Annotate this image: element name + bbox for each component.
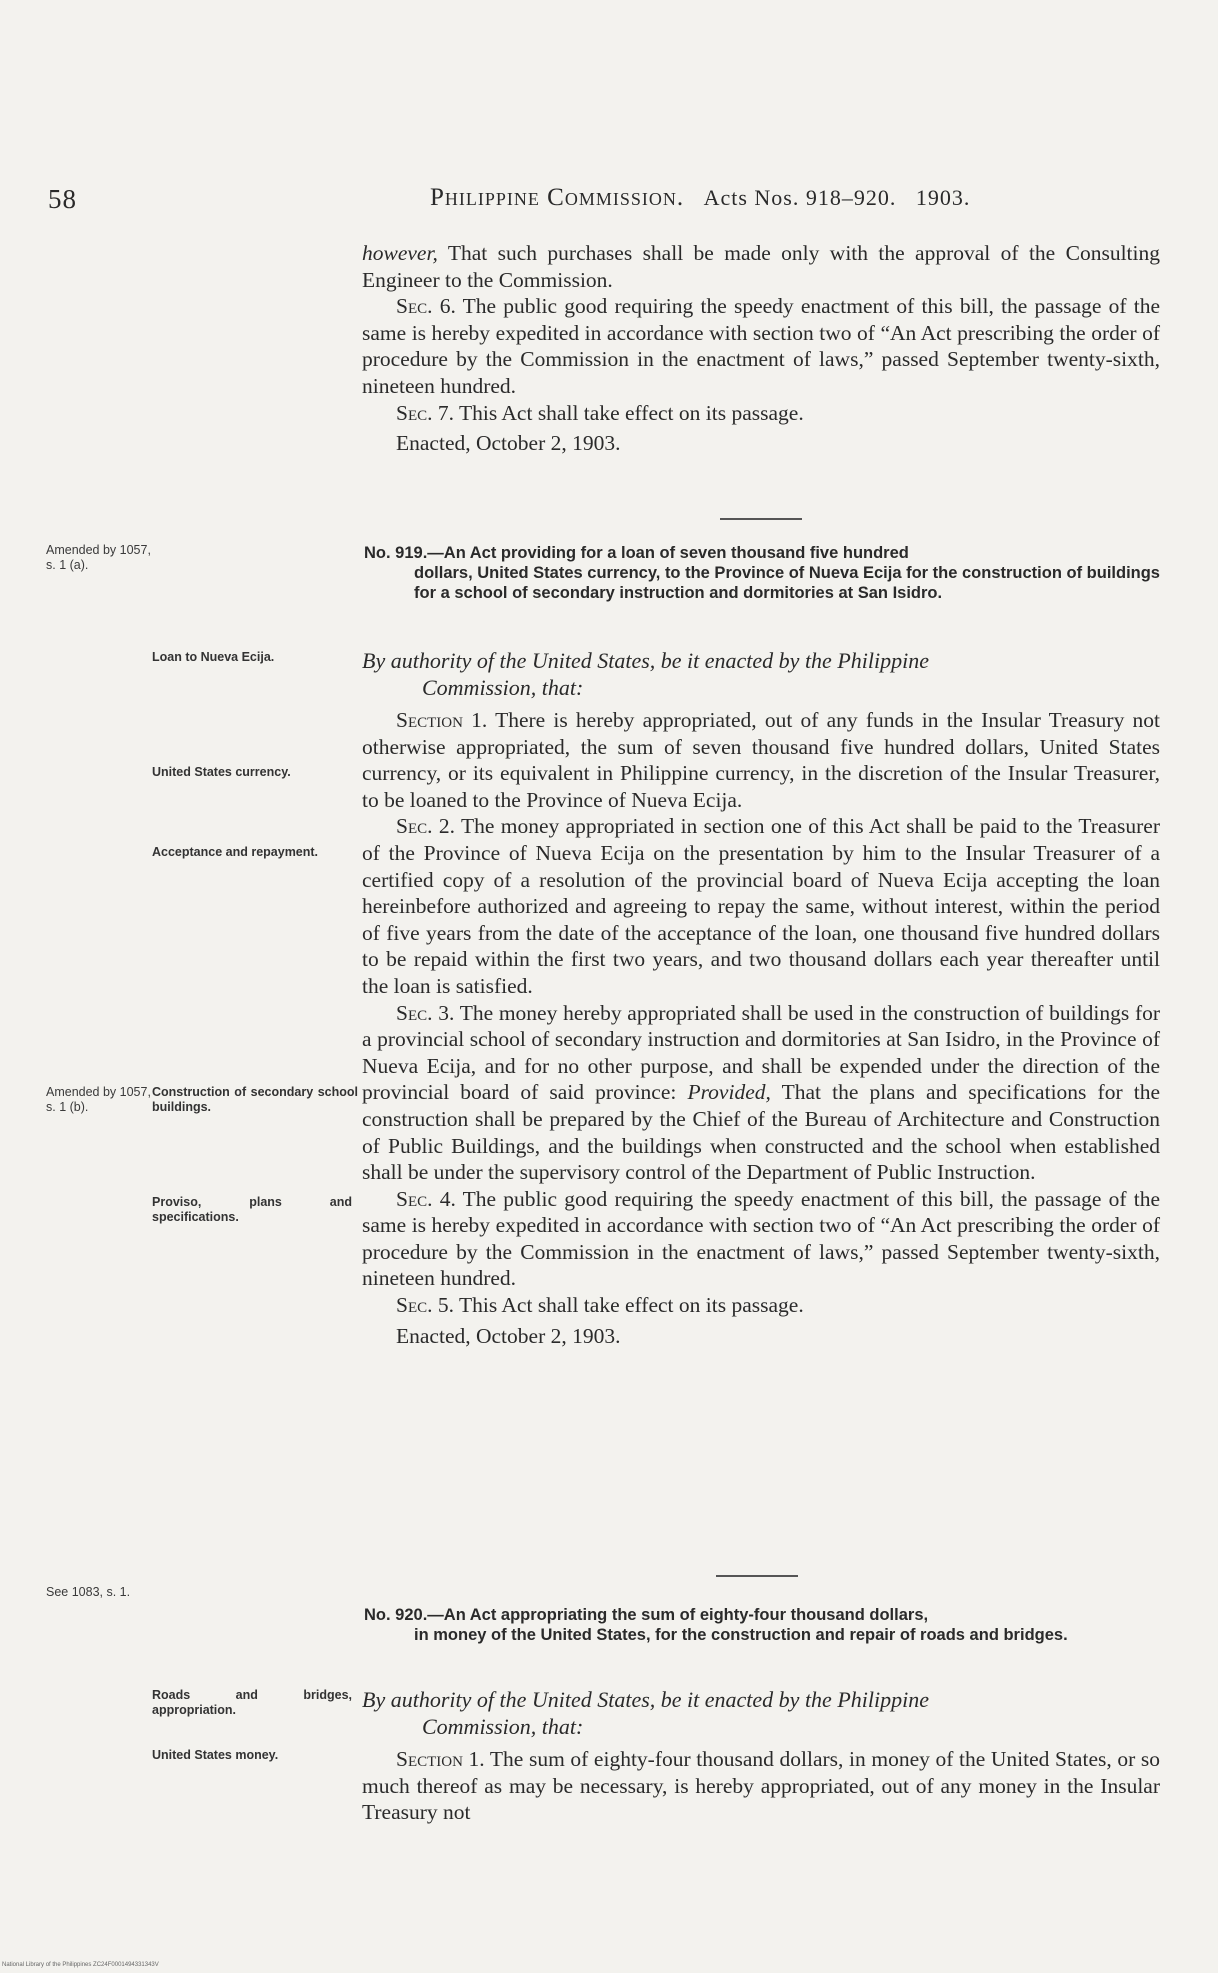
act-919-section-3: Sec. 3. The money hereby appropriated shall be used in the construction of buildings for a provincial school of secondary instruction and dormitories at San Isidro, in the Province of Nueva Ecija, and for no other purpose, and shall be expended under the direction of the provincial board of said province: Provided, That the plans and specifications for the construction shall be prepared by the Chief of the Bureau of Architecture and Construction of Public Buildings, and the buildings when constructed and the school when established shall be under the supervisory control of the Department of Public Instruction. — [362, 1000, 1161, 1185]
margin-note-construction: Construction of secondary school buildings. — [152, 1085, 358, 1114]
section-divider — [716, 1575, 798, 1577]
margin-note-proviso: Proviso, plans and specifications. — [152, 1195, 352, 1224]
act-919-body — [362, 707, 1160, 1349]
running-year: 1903. — [915, 185, 971, 210]
margin-note-roads: Roads and bridges, appropriation. — [152, 1688, 352, 1717]
margin-note-currency: United States currency. — [152, 765, 291, 779]
running-head — [430, 184, 1090, 212]
act-919-enacting-clause: By authority of the United States, be it enacted by the Philippine Commission, that: — [362, 648, 929, 700]
act-920-heading: No. 920.—An Act appropriating the sum of eighty-four thousand dollars, in money of the United States, for the construction and repair of roads and bridges. — [364, 1606, 1068, 1644]
section-divider — [720, 518, 802, 520]
margin-note-us-money: United States money. — [152, 1748, 279, 1762]
running-acts: Acts Nos. 918–920. — [703, 185, 897, 210]
act-919-section-1: Section 1. There is hereby appropriated, out of any funds in the Insular Treasury not otherwise appropriated, the sum of seven thousand five hundred dollars, United States currency, or its equivalent in Philippine currency, in the discretion of the Insular Treasurer, to be loaned to the Province of Nueva Ecija. — [362, 708, 1160, 812]
margin-note-amended: Amended by 1057, s. 1 (a). — [46, 543, 151, 572]
act-919-section-2: Sec. 2. The money appropriated in section one of this Act shall be paid to the Treasurer of the Province of Nueva Ecija on the presentation by him to the Insular Treasurer of a certified copy of a resolution of the provincial board of Nueva Ecija accepting the loan hereinbefore authorized and agreeing to repay the same, without interest, within the period of five years from the date of the acceptance of the loan, one thousand five hundred dollars to be repaid within the first two years, and two thousand dollars each year thereafter until the loan is satisfied. — [362, 814, 1161, 998]
proviso-paragraph: however, That such purchases shall be made only with the approval of the Consulting Engineer to the Commission. — [362, 241, 1160, 292]
section-7-paragraph: Sec. 7. This Act shall take effect on its passage. — [396, 400, 804, 425]
margin-note-loan: Loan to Nueva Ecija. — [152, 650, 275, 664]
act-920-section-1: Section 1. The sum of eighty-four thousand dollars, in money of the United States, or so much thereof as may be necessary, is hereby appropriated, out of any money in the Insular Treasury not — [362, 1747, 1160, 1825]
act-919-heading: No. 919.—An Act providing for a loan of seven thousand five hundred dollars, United States currency, to the Province of Nueva Ecija for the construction of buildings for a school of secondary instruction and dormitories at San Isidro. — [364, 544, 1160, 602]
running-title: Philippine Commission. — [430, 184, 685, 211]
act918-continuation — [362, 240, 1160, 457]
scan-footer: National Library of the Philippines ZC24F0001494331343V — [2, 1962, 159, 1968]
act-919-section-4: Sec. 4. The public good requiring the speedy enactment of this bill, the passage of the same is hereby expedited in accordance with section two of “An Act prescribing the order of procedure by the Commission in the enactment of laws,” passed September twenty-sixth, nineteen hundred. — [362, 1186, 1161, 1291]
act-920-body — [362, 1746, 1160, 1826]
page-number: 58 — [48, 184, 77, 214]
section-6-paragraph: Sec. 6. The public good requiring the speedy enactment of this bill, the passage of the same is hereby expedited in accordance with section two of “An Act prescribing the order of procedure by the Commission in the enactment of laws,” passed September twenty-sixth, nineteen hundred. — [362, 294, 1161, 398]
margin-note-see: See 1083, s. 1. — [46, 1585, 131, 1599]
act-920-enacting-clause: By authority of the United States, be it enacted by the Philippine Commission, that: — [362, 1687, 929, 1739]
margin-note-acceptance: Acceptance and repayment. — [152, 845, 319, 859]
act-919-section-5: Sec. 5. This Act shall take effect on its passage. — [396, 1293, 804, 1318]
enacted-date: Enacted, October 2, 1903. — [396, 431, 621, 456]
margin-note-amended: Amended by 1057, s. 1 (b). — [46, 1085, 151, 1114]
act-919-enacted-date: Enacted, October 2, 1903. — [396, 1323, 621, 1348]
